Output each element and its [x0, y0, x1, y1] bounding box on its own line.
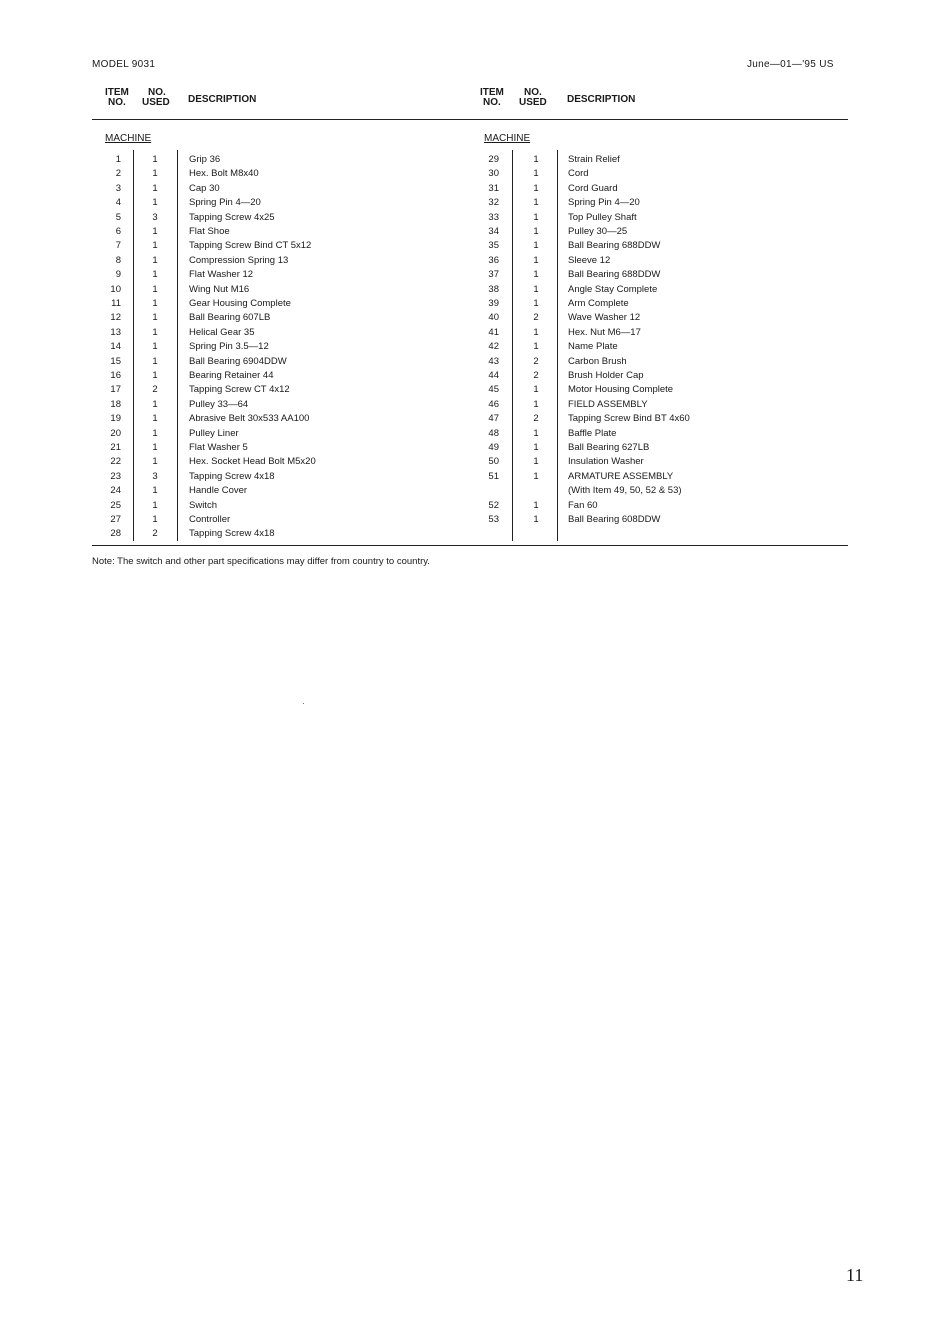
table-row — [0, 153, 932, 167]
table-row — [0, 455, 932, 469]
description-header-right: DESCRIPTION — [567, 94, 636, 105]
quantity-used: 1 — [533, 456, 539, 468]
quantity-used: 1 — [533, 326, 539, 338]
quantity-used: 2 — [533, 413, 539, 425]
item-number: 36 — [488, 254, 499, 266]
item-number: 40 — [488, 312, 499, 324]
item-number: 24 — [110, 485, 121, 497]
quantity-used: 2 — [152, 384, 158, 396]
part-description: Hex. Socket Head Bolt M5x20 — [189, 456, 316, 468]
part-description: Hex. Nut M6—17 — [568, 326, 641, 338]
table-row — [0, 167, 932, 181]
item-header-line2: NO. — [108, 97, 126, 108]
quantity-used: 1 — [533, 182, 539, 194]
quantity-used: 1 — [152, 456, 158, 468]
header-rule — [92, 119, 848, 120]
part-description: Hex. Bolt M8x40 — [189, 168, 259, 180]
item-number: 5 — [115, 211, 121, 223]
part-description: Baffle Plate — [568, 427, 617, 439]
item-number: 53 — [488, 514, 499, 525]
part-description: Flat Washer 5 — [189, 442, 248, 453]
part-description: Gear Housing Complete — [189, 298, 291, 309]
item-number: 31 — [488, 182, 499, 194]
item-number: 8 — [115, 254, 121, 266]
table-row — [0, 311, 932, 325]
part-description: Motor Housing Complete — [568, 384, 674, 396]
table-row — [0, 297, 932, 311]
item-number: 38 — [488, 283, 499, 295]
quantity-used: 1 — [533, 341, 539, 353]
table-row — [0, 427, 932, 441]
item-number: 9 — [115, 269, 121, 281]
item-number: 42 — [488, 341, 499, 353]
item-number: 49 — [488, 442, 499, 453]
quantity-used: 1 — [533, 254, 539, 266]
table-row — [0, 499, 932, 513]
item-number: 28 — [110, 528, 121, 540]
quantity-used: 1 — [152, 398, 158, 410]
part-description: Tapping Screw 4x18 — [189, 528, 275, 540]
item-number: 30 — [488, 168, 499, 180]
part-description: Pulley 30—25 — [568, 226, 628, 237]
table-row — [0, 484, 932, 498]
item-number: 21 — [110, 442, 121, 453]
part-description: Handle Cover — [189, 485, 248, 497]
part-description: Grip 36 — [189, 154, 221, 165]
part-description: FIELD ASSEMBLY — [568, 398, 648, 410]
item-number: 11 — [111, 298, 121, 309]
part-description: Cord — [568, 168, 589, 180]
used-header-right-line2: USED — [519, 97, 547, 108]
part-description: Cap 30 — [189, 182, 220, 194]
quantity-used: 3 — [152, 211, 158, 223]
part-description: Wave Washer 12 — [568, 312, 641, 324]
item-header: ITEM — [105, 87, 129, 98]
quantity-used: 1 — [152, 197, 158, 209]
quantity-used: 1 — [152, 485, 158, 497]
quantity-used: 1 — [533, 283, 539, 295]
part-description: Wing Nut M16 — [189, 283, 250, 295]
part-description: Name Plate — [568, 341, 618, 353]
item-header-right-line2: NO. — [483, 97, 501, 108]
used-header-right: NO. — [524, 87, 542, 98]
item-number: 10 — [110, 283, 121, 295]
quantity-used: 1 — [152, 168, 158, 180]
quantity-used: 1 — [152, 499, 158, 511]
item-number: 6 — [115, 226, 121, 237]
part-description: Pulley Liner — [189, 427, 239, 439]
quantity-used: 1 — [533, 154, 539, 165]
part-description: Cord Guard — [568, 182, 618, 194]
quantity-used: 1 — [152, 355, 158, 367]
item-number: 52 — [488, 499, 499, 511]
item-number: 44 — [488, 370, 499, 381]
part-description: Compression Spring 13 — [189, 254, 289, 266]
quantity-used: 1 — [533, 197, 539, 209]
table-row — [0, 225, 932, 239]
table-row — [0, 398, 932, 412]
item-number: 17 — [110, 384, 121, 396]
item-number: 15 — [110, 355, 121, 367]
part-description: Top Pulley Shaft — [568, 211, 637, 223]
part-description: Flat Shoe — [189, 226, 230, 237]
part-description: Ball Bearing 608DDW — [568, 514, 661, 525]
quantity-used: 1 — [533, 240, 539, 252]
part-description: Abrasive Belt 30x533 AA100 — [189, 413, 310, 425]
quantity-used: 1 — [152, 312, 158, 324]
part-description: Bearing Retainer 44 — [189, 370, 274, 381]
part-description: Sleeve 12 — [568, 254, 611, 266]
table-row — [0, 412, 932, 426]
quantity-used: 1 — [152, 240, 158, 252]
item-number: 41 — [488, 326, 499, 338]
item-number: 12 — [110, 312, 121, 324]
part-description: Carbon Brush — [568, 355, 627, 367]
item-number: 4 — [115, 197, 121, 209]
part-description: Spring Pin 3.5—12 — [189, 341, 269, 353]
quantity-used: 1 — [152, 341, 158, 353]
part-description: Tapping Screw CT 4x12 — [189, 384, 290, 396]
table-row — [0, 355, 932, 369]
section-label-machine: MACHINE — [105, 133, 152, 144]
item-header-right: ITEM — [480, 87, 504, 98]
quantity-used: 3 — [152, 470, 158, 482]
part-description: Tapping Screw 4x18 — [189, 470, 275, 482]
part-description: Strain Relief — [568, 154, 620, 165]
item-number: 48 — [488, 427, 499, 439]
quantity-used: 1 — [152, 442, 158, 453]
part-description: Spring Pin 4—20 — [189, 197, 261, 209]
part-description: Tapping Screw 4x25 — [189, 211, 275, 223]
item-number: 34 — [488, 226, 499, 237]
part-description: Brush Holder Cap — [568, 370, 644, 381]
table-row — [0, 326, 932, 340]
quantity-used: 1 — [533, 269, 539, 281]
item-number: 13 — [110, 326, 121, 338]
quantity-used: 1 — [152, 254, 158, 266]
quantity-used: 1 — [533, 470, 539, 482]
table-row — [0, 441, 932, 455]
item-number: 2 — [115, 168, 121, 180]
part-description: Pulley 33—64 — [189, 398, 249, 410]
quantity-used: 1 — [152, 427, 158, 439]
item-number: 29 — [488, 154, 499, 165]
quantity-used: 1 — [152, 269, 158, 281]
item-number: 1 — [115, 154, 121, 165]
quantity-used: 1 — [152, 154, 158, 165]
quantity-used: 1 — [152, 326, 158, 338]
quantity-used: 2 — [152, 528, 158, 540]
item-number: 3 — [115, 182, 121, 194]
part-description: Switch — [189, 499, 217, 511]
part-description: Spring Pin 4—20 — [568, 197, 640, 209]
item-number: 18 — [110, 398, 121, 410]
table-row — [0, 182, 932, 196]
quantity-used: 1 — [152, 182, 158, 194]
item-number: 51 — [488, 470, 499, 482]
item-number: 45 — [488, 384, 499, 396]
quantity-used: 2 — [533, 355, 539, 367]
footer-note: Note: The switch and other part specifications may differ from country to country. — [92, 556, 430, 567]
revision-date: June—01—'95 US — [747, 59, 834, 70]
scan-speck — [303, 703, 304, 704]
part-description: Insulation Washer — [568, 456, 644, 468]
table-row — [0, 340, 932, 354]
table-row — [0, 383, 932, 397]
part-description: Tapping Screw Bind BT 4x60 — [568, 413, 690, 425]
table-row — [0, 254, 932, 268]
quantity-used: 1 — [533, 514, 539, 525]
item-number: 33 — [488, 211, 499, 223]
table-row — [0, 513, 932, 527]
item-number: 25 — [110, 499, 121, 511]
table-row — [0, 196, 932, 210]
quantity-used: 2 — [533, 370, 539, 381]
quantity-used: 1 — [533, 298, 539, 309]
used-header: NO. — [148, 87, 166, 98]
model-number: MODEL 9031 — [92, 59, 156, 70]
item-number: 16 — [110, 370, 121, 381]
table-bottom-rule — [92, 545, 848, 546]
part-description: Controller — [189, 514, 231, 525]
quantity-used: 1 — [533, 211, 539, 223]
item-number: 27 — [110, 514, 121, 525]
table-row — [0, 527, 932, 541]
quantity-used: 1 — [533, 226, 539, 237]
part-description: Helical Gear 35 — [189, 326, 255, 338]
quantity-used: 1 — [152, 226, 158, 237]
item-number: 50 — [488, 456, 499, 468]
item-number: 43 — [488, 355, 499, 367]
quantity-used: 1 — [152, 298, 158, 309]
part-description: Ball Bearing 627LB — [568, 442, 650, 453]
part-description: Ball Bearing 607LB — [189, 312, 271, 324]
quantity-used: 1 — [152, 283, 158, 295]
table-row — [0, 470, 932, 484]
quantity-used: 1 — [533, 499, 539, 511]
item-number: 19 — [110, 413, 121, 425]
section-label-machine-right: MACHINE — [484, 133, 531, 144]
quantity-used: 1 — [533, 384, 539, 396]
table-row — [0, 369, 932, 383]
part-description: ARMATURE ASSEMBLY — [568, 470, 674, 482]
part-description: Fan 60 — [568, 499, 598, 511]
quantity-used: 1 — [533, 442, 539, 453]
used-header-line2: USED — [142, 97, 170, 108]
item-number: 35 — [488, 240, 499, 252]
item-number: 20 — [110, 427, 121, 439]
item-number: 22 — [110, 456, 121, 468]
table-row — [0, 211, 932, 225]
quantity-used: 1 — [152, 370, 158, 381]
part-description: Arm Complete — [568, 298, 629, 309]
part-description: Flat Washer 12 — [189, 269, 254, 281]
table-row — [0, 268, 932, 282]
item-number: 37 — [488, 269, 499, 281]
item-number: 23 — [110, 470, 121, 482]
quantity-used: 1 — [152, 514, 158, 525]
item-number: 39 — [488, 298, 499, 309]
table-row — [0, 239, 932, 253]
part-description: (With Item 49, 50, 52 & 53) — [568, 485, 682, 497]
item-number: 14 — [110, 341, 121, 353]
description-header: DESCRIPTION — [188, 94, 257, 105]
part-description: Tapping Screw Bind CT 5x12 — [189, 240, 312, 252]
page-number: 11 — [846, 1265, 864, 1285]
quantity-used: 1 — [533, 398, 539, 410]
quantity-used: 1 — [533, 427, 539, 439]
item-number: 47 — [488, 413, 499, 425]
part-description: Ball Bearing 6904DDW — [189, 355, 287, 367]
item-number: 32 — [488, 197, 499, 209]
quantity-used: 1 — [152, 413, 158, 425]
quantity-used: 2 — [533, 312, 539, 324]
part-description: Angle Stay Complete — [568, 283, 658, 295]
table-row — [0, 283, 932, 297]
quantity-used: 1 — [533, 168, 539, 180]
item-number: 7 — [115, 240, 121, 252]
item-number: 46 — [488, 398, 499, 410]
part-description: Ball Bearing 688DDW — [568, 240, 661, 252]
part-description: Ball Bearing 688DDW — [568, 269, 661, 281]
